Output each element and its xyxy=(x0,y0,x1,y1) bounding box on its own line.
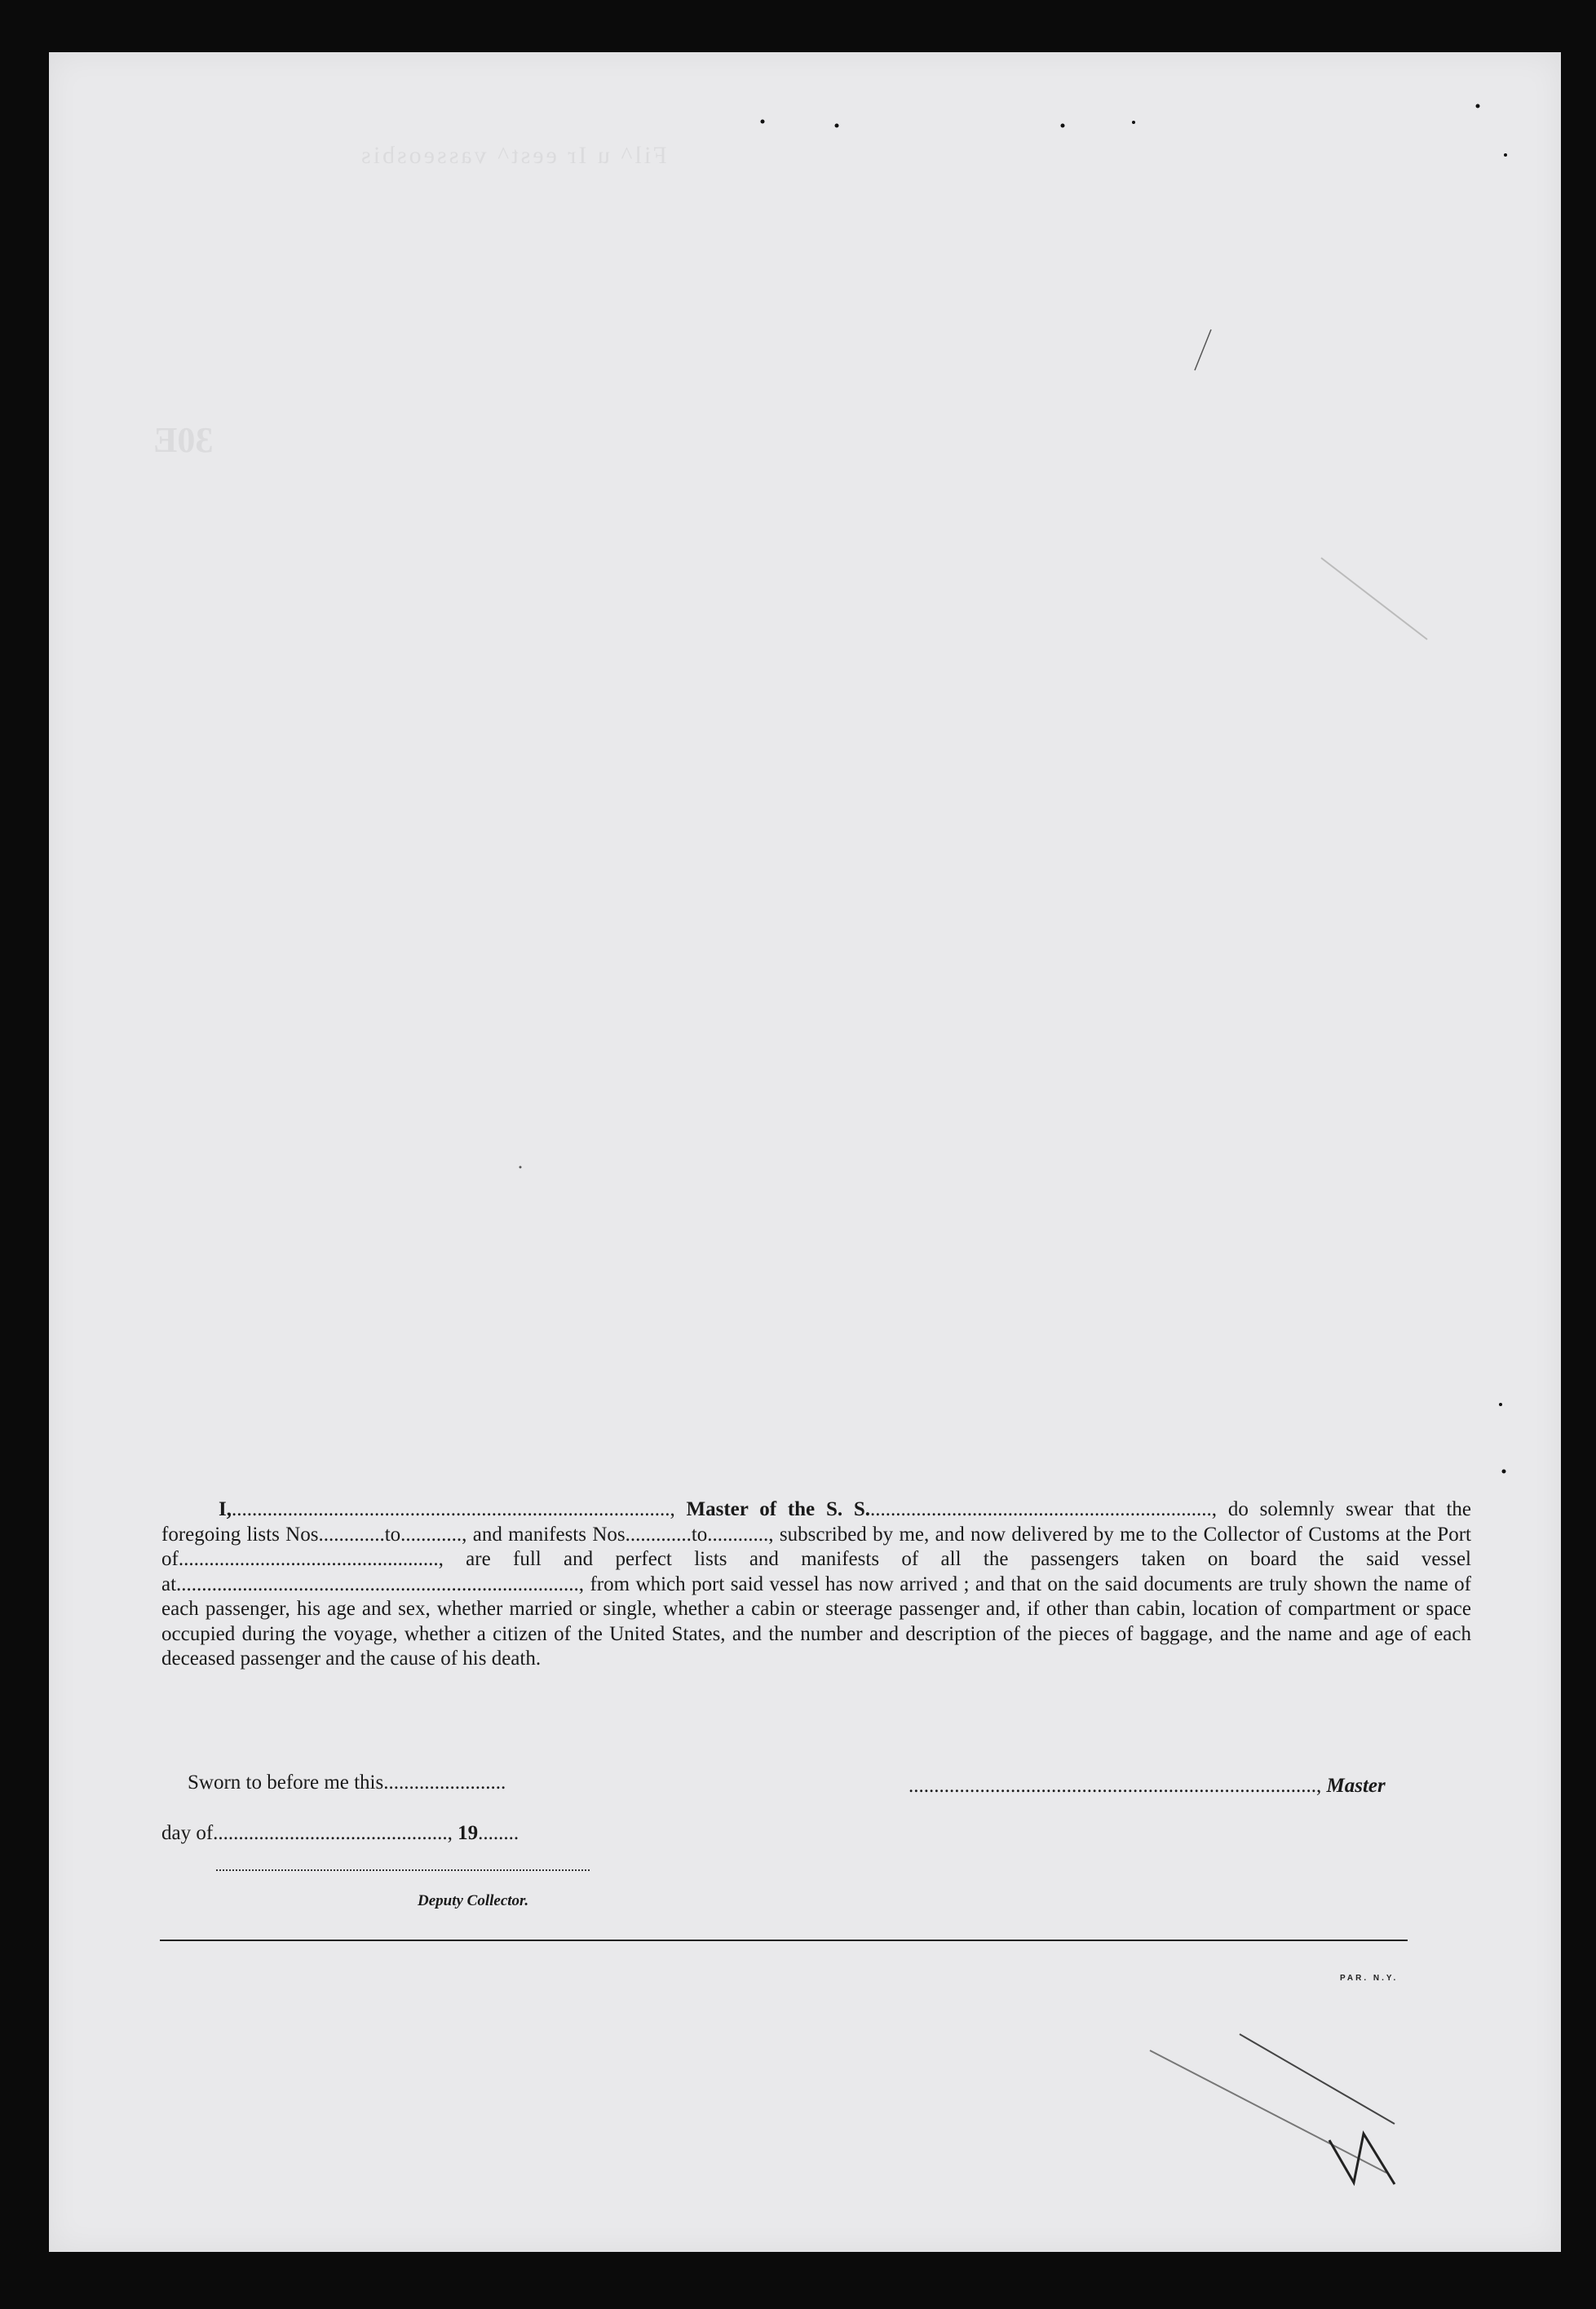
printer-mark: PAR. N.Y. xyxy=(1340,1974,1399,1983)
speck xyxy=(1499,1403,1502,1406)
speck xyxy=(519,1166,522,1169)
year-blank[interactable]: ........ xyxy=(478,1822,519,1844)
bleedthrough-number: 30E xyxy=(153,420,214,460)
speck xyxy=(1504,153,1507,157)
speck xyxy=(1502,1470,1506,1474)
deputy-collector-label: Deputy Collector. xyxy=(418,1892,529,1909)
master-signature-blank[interactable]: ................................................................................, xyxy=(909,1775,1322,1797)
speck xyxy=(1061,124,1065,128)
year-label: 19 xyxy=(458,1822,479,1844)
master-label: Master xyxy=(1326,1775,1386,1797)
sworn-label: Sworn to before me this xyxy=(188,1772,384,1794)
speck xyxy=(835,124,839,128)
scratch-mark xyxy=(1321,558,1427,639)
speck xyxy=(1476,104,1480,108)
oath-segment: ......................................................................................, xyxy=(231,1498,687,1520)
scratch-mark xyxy=(1150,2050,1386,2173)
day-of-blank[interactable]: .............................................., xyxy=(213,1822,453,1844)
scan-marks xyxy=(49,52,1561,2252)
scratch-mark xyxy=(1195,330,1211,370)
sworn-blank[interactable]: ........................ xyxy=(383,1772,506,1794)
pencil-check-mark xyxy=(1329,2134,1395,2184)
day-of-label: day of xyxy=(161,1822,214,1844)
speck xyxy=(1132,121,1135,124)
oath-bold-segment: I, xyxy=(219,1498,232,1520)
oath-bold-segment: Master of the S. S. xyxy=(686,1498,871,1520)
speck xyxy=(761,120,765,124)
bleedthrough-header: Fil^ u Ir eest^ vasseosbis xyxy=(359,142,667,169)
document-sheet xyxy=(49,52,1561,2252)
oath-segment: ..................................................................., do solemnly swear that the foregoing lists Nos.............to............, and manifests Nos.............to............, subscribed by me, and now delivered by me to the Collector of Customs at the Port of..................................................., are full and perfect lists and manifests of all the passengers taken on board the said vessel at..............................................................................., from which port said vessel has now arrived ; and that on the said documents are truly shown the name of each passenger, his age and sex, whether married or single, whether a cabin or steerage passenger and, if other than cabin, location of compartment or space occupied during the voyage, whether a citizen of the United States, and the number and description of the pieces of baggage, and the name and age of each deceased passenger and the cause of his death. xyxy=(161,1498,1471,1670)
scratch-mark xyxy=(1240,2034,1395,2124)
